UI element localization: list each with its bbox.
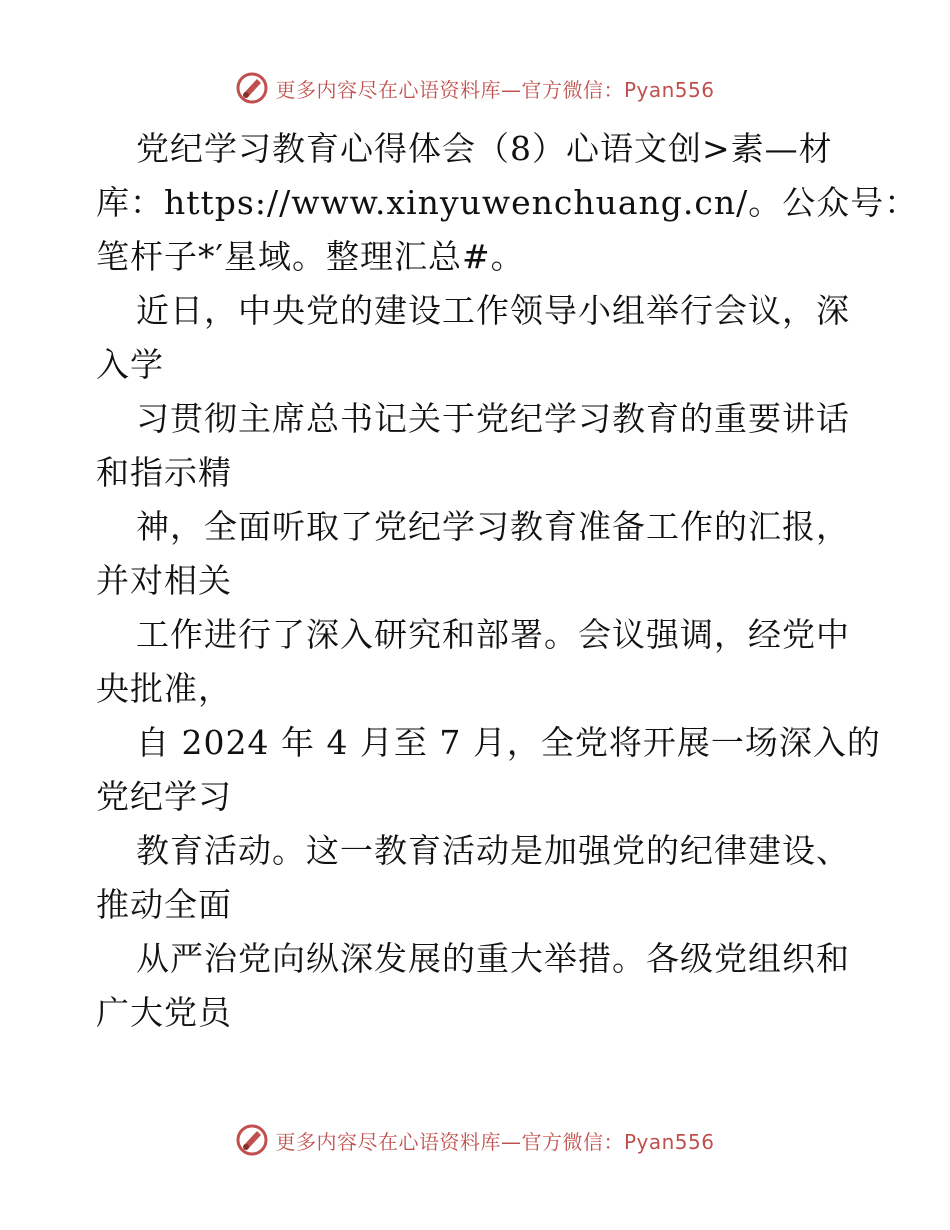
document-body	[96, 122, 919, 1040]
text-line: 库：https://www.xinyuwenchuang.cn/。公众号：	[96, 183, 919, 222]
text-line: 党纪学习教育心得体会（8）心语文创>素—材	[136, 129, 833, 168]
header-watermark-banner	[0, 68, 950, 108]
text-line: 从严治党向纵深发展的重大举措。各级党组织和	[136, 939, 850, 978]
text-line: 党纪学习	[96, 777, 232, 816]
text-line: 自 2024 年 4 月至 7 月，全党将开展一场深入的	[136, 723, 881, 762]
text-line: 并对相关	[96, 561, 232, 600]
text-line: 习贯彻主席总书记关于党纪学习教育的重要讲话	[136, 399, 850, 438]
footer-watermark-text: 更多内容尽在心语资料库—官方微信：Pyan556	[275, 1129, 715, 1154]
text-line: 近日，中央党的建设工作领导小组举行会议，深	[136, 291, 850, 330]
text-line: 笔杆子*′星域。整理汇总#。	[96, 237, 525, 276]
brand-logo-icon	[235, 1123, 269, 1157]
text-line: 神，全面听取了党纪学习教育准备工作的汇报，	[136, 507, 850, 546]
text-line: 入学	[96, 345, 164, 384]
text-line: 教育活动。这一教育活动是加强党的纪律建设、	[136, 831, 850, 870]
text-line: 和指示精	[96, 453, 232, 492]
text-line: 工作进行了深入研究和部署。会议强调，经党中	[136, 615, 850, 654]
header-watermark-text: 更多内容尽在心语资料库—官方微信：Pyan556	[275, 77, 715, 102]
footer-watermark-banner	[0, 1120, 950, 1160]
text-line: 广大党员	[96, 993, 232, 1032]
brand-logo-icon	[235, 71, 269, 105]
text-line: 央批准，	[96, 669, 232, 708]
text-line: 推动全面	[96, 885, 232, 924]
